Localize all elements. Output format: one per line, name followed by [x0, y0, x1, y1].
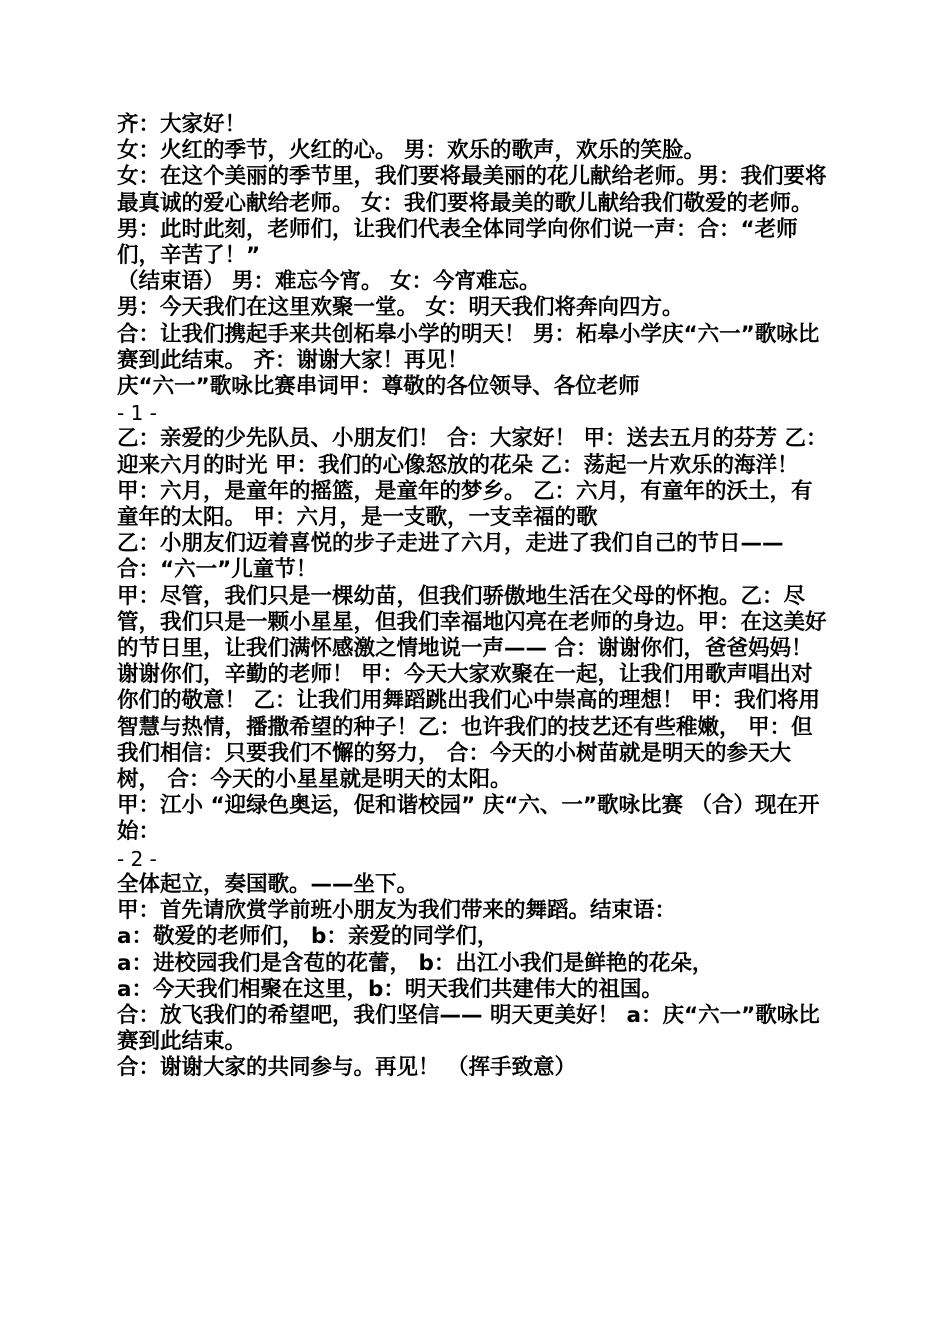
paragraph-17: a：进校园我们是含苞的花蕾， b：出江小我们是鲜艳的花朵， [117, 950, 714, 976]
paragraph-8: 庆“六一”歌咏比赛串词甲：尊敬的各位领导、各位老师 [117, 374, 640, 400]
paragraph-18: a：今天我们相聚在这里，b：明天我们共建伟大的祖国。 [117, 976, 663, 1002]
paragraph-14: 全体起立，奏国歌。——坐下。 [117, 871, 419, 897]
paragraph-10: 甲：六月，是童年的摇篮，是童年的梦乡。 乙：六月，有童年的沃土，有童年的太阳。 甲：六月，是一支歌，一支幸福的歌 [117, 478, 813, 531]
paragraph-15: 甲：首先请欣赏学前班小朋友为我们带来的舞蹈。结束语： [117, 898, 677, 924]
page-number-2: - 2 - [117, 846, 157, 871]
document-body [117, 112, 833, 1082]
paragraph-5: （结束语） 男：难忘今宵。 女：今宵难忘。 [117, 269, 541, 295]
page-number-1: - 1 - [117, 401, 157, 426]
paragraph-9: 乙：亲爱的少先队员、小朋友们！ 合：大家好！ 甲：送去五月的芬芳 乙：迎来六月的时光 甲：我们的心像怒放的花朵 乙：荡起一片欢乐的海洋！ [117, 426, 828, 478]
paragraph-11: 乙：小朋友们迈着喜悦的步子走进了六月，走进了我们自己的节日—— 合：“六一”儿童节！ [117, 531, 784, 583]
paragraph-2: 女：火红的季节，火红的心。 男：欢乐的歌声，欢乐的笑脸。 [117, 138, 705, 164]
paragraph-7: 合：让我们携起手来共创柘皋小学的明天！ 男：柘皋小学庆“六一”歌咏比赛到此结束。 齐：谢谢大家！再见！ [117, 321, 820, 373]
paragraph-3: 女：在这个美丽的季节里，我们要将最美丽的花儿献给老师。男：我们要将最真诚的爱心献给老师。 女：我们要将最美的歌儿献给我们敬爱的老师。 [117, 164, 827, 216]
paragraph-6: 男：今天我们在这里欢聚一堂。 女：明天我们将奔向四方。 [117, 295, 684, 321]
paragraph-19: 合：放飞我们的希望吧，我们坚信—— 明天更美好！ a：庆“六一”歌咏比赛到此结束。 [117, 1002, 820, 1055]
paragraph-12: 甲：尽管，我们只是一棵幼苗，但我们骄傲地生活在父母的怀抱。乙：尽管，我们只是一颗小星星，但我们幸福地闪亮在老师的身边。甲：在这美好的节日里，让我们满怀感激之情地说一声—— 合：谢谢你们，爸爸妈妈！谢谢你们，辛勤的老师！ 甲：今天大家欢聚在一起，让我们用歌声唱出对你们的敬意！ 乙：让我们用舞蹈跳出我们心中崇高的理想！ 甲：我们将用智慧与热情，播撒希望的种子！乙：也许我们的技艺还有些稚嫩， 甲：但我们相信：只要我们不懈的努力， 合：今天的小树苗就是明天的参天大树， 合：今天的小星星就是明天的太阳。 [117, 583, 827, 793]
paragraph-1: 齐：大家好！ [117, 112, 247, 137]
paragraph-16: a：敬爱的老师们， b：亲爱的同学们， [117, 924, 499, 950]
paragraph-13: 甲：江小 “迎绿色奥运，促和谐校园” 庆“六、一”歌咏比赛 （合）现在开始： [117, 793, 820, 845]
paragraph-4: 男：此时此刻，老师们，让我们代表全体同学向你们说一声：合：“老师们，辛苦了！” [117, 216, 798, 269]
paragraph-20: 合：谢谢大家的共同参与。再见！ （挥手致意） [117, 1055, 576, 1081]
